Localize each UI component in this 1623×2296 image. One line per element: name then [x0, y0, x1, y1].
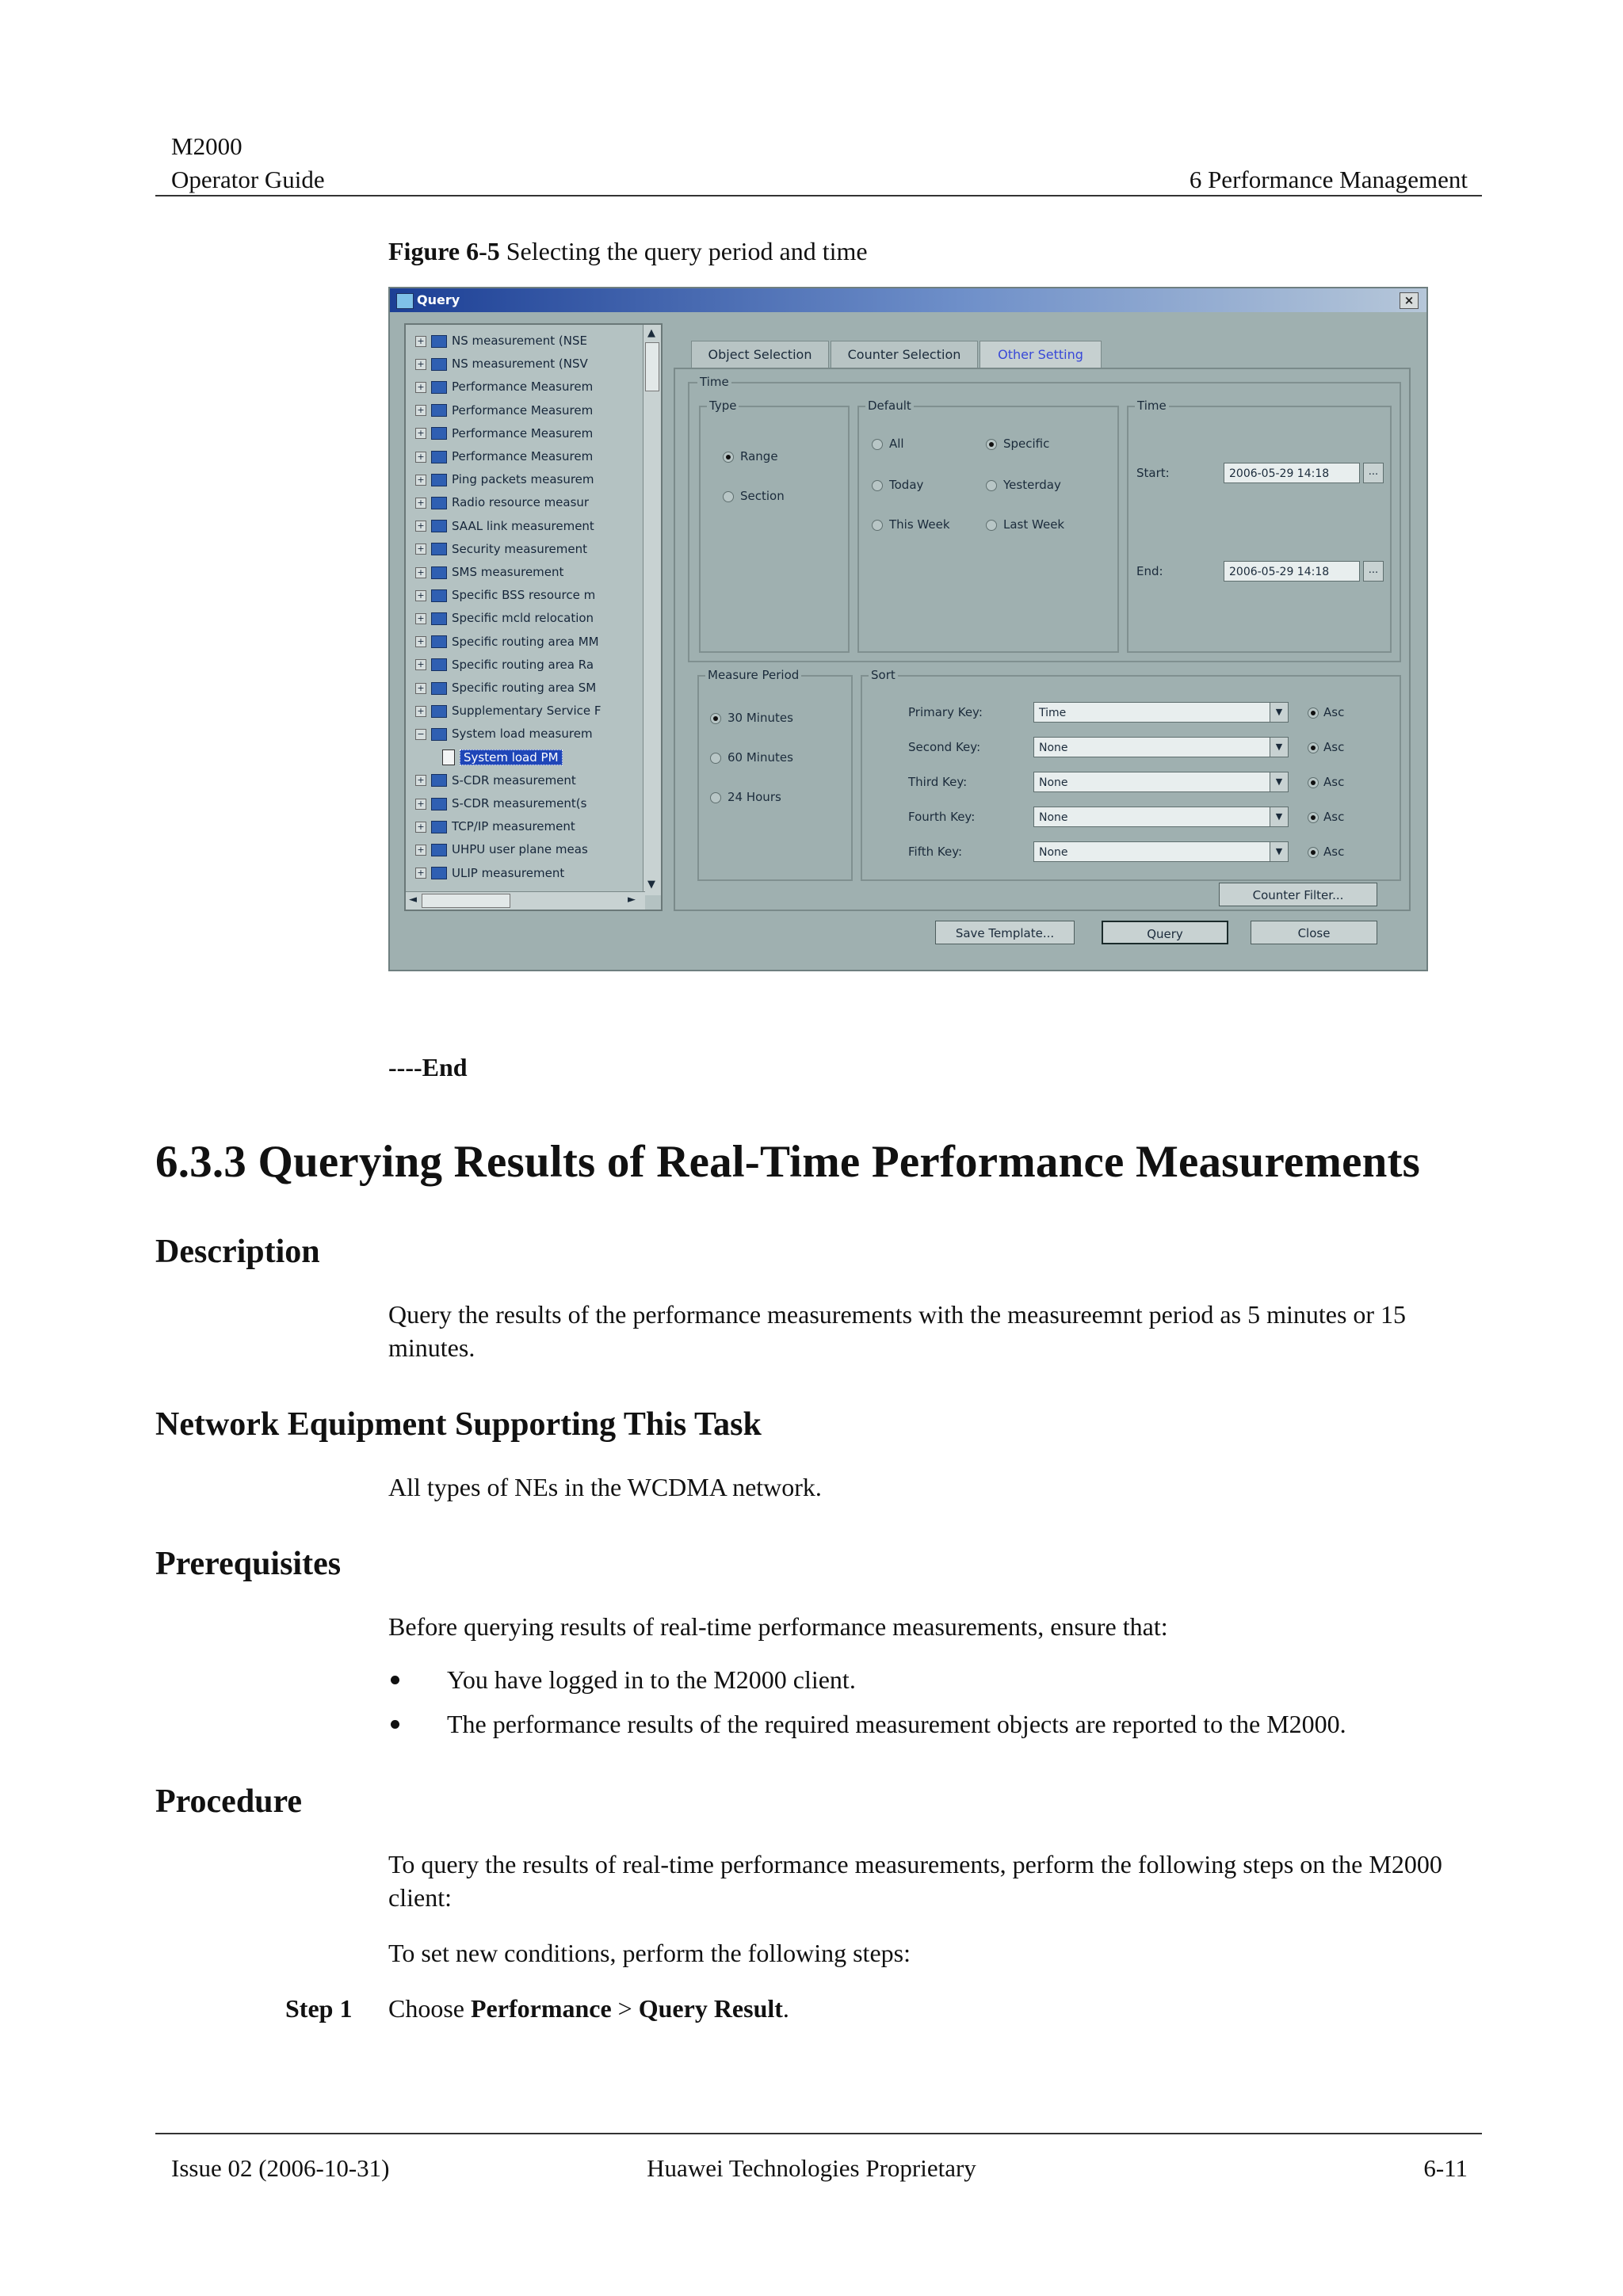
tree-item[interactable]	[415, 422, 593, 444]
today-radio[interactable]	[872, 480, 883, 491]
tree-item[interactable]	[415, 376, 593, 398]
menu-performance: Performance	[471, 1994, 612, 2023]
time-range-group	[1127, 399, 1392, 653]
tree-item-label: System load measurem	[452, 727, 593, 742]
tree-item-label: Performance Measurem	[452, 425, 594, 441]
sort-key-value: None	[1039, 742, 1068, 754]
sort-key-dropdown[interactable]	[1033, 772, 1289, 792]
scroll-up-icon[interactable]: ▲	[647, 327, 655, 339]
expand-icon[interactable]: +	[415, 498, 426, 509]
tree-item-label: Specific routing area MM	[452, 634, 599, 649]
all-radio[interactable]	[872, 439, 883, 450]
section-radio[interactable]	[723, 491, 734, 502]
footer-proprietary: Huawei Technologies Proprietary	[647, 2154, 976, 2182]
folder-icon	[431, 844, 447, 856]
measure-period-group	[697, 668, 853, 881]
tree-item[interactable]	[442, 746, 563, 769]
tree-item-label: NS measurement (NSV	[452, 357, 588, 372]
folder-icon	[431, 474, 447, 486]
step-end: .	[782, 1994, 789, 2023]
asc-radio[interactable]	[1308, 742, 1319, 753]
period-24h-radio[interactable]	[710, 792, 721, 803]
tree-vertical-scrollbar[interactable]	[643, 325, 661, 895]
folder-icon	[431, 705, 447, 718]
expand-icon[interactable]: +	[415, 613, 426, 624]
end-time-picker-button[interactable]: ...	[1363, 561, 1384, 582]
tree-item[interactable]	[415, 515, 594, 537]
folder-icon	[431, 589, 447, 602]
expand-icon[interactable]: +	[415, 475, 426, 486]
figure-caption	[388, 235, 868, 268]
prerequisite-item: You have logged in to the M2000 client.	[447, 1665, 856, 1694]
folder-icon	[431, 427, 447, 440]
default-group	[857, 399, 1119, 653]
period-30-radio[interactable]	[710, 713, 721, 724]
prerequisites-intro: Before querying results of real-time performance measurements, ensure that:	[388, 1612, 1168, 1641]
tree-item-label: TCP/IP measurement	[452, 819, 575, 834]
expand-icon[interactable]: +	[415, 405, 426, 416]
footer-page-number: 6-11	[1423, 2154, 1468, 2182]
asc-radio[interactable]	[1308, 707, 1319, 719]
tree-item-label: Specific routing area Ra	[452, 657, 594, 672]
folder-icon	[431, 497, 447, 509]
type-group-label: Type	[707, 399, 739, 413]
tree-item[interactable]	[415, 862, 564, 884]
expand-icon[interactable]: +	[415, 359, 426, 370]
tree-item-label: SMS measurement	[452, 565, 564, 579]
bullet-icon	[391, 1720, 399, 1729]
end-label: End:	[1136, 564, 1163, 578]
folder-icon	[431, 728, 447, 741]
tree-item[interactable]	[415, 353, 588, 375]
dialog-titlebar	[390, 288, 1426, 312]
scroll-right-icon[interactable]: ►	[628, 894, 636, 906]
tree-item-label: SAAL link measurement	[452, 518, 594, 533]
expand-icon[interactable]: +	[415, 382, 426, 393]
expand-icon[interactable]: +	[415, 845, 426, 856]
sort-key-dropdown[interactable]	[1033, 737, 1289, 757]
start-time-field[interactable]: 2006-05-29 14:18	[1224, 463, 1360, 483]
asc-radio[interactable]	[1308, 812, 1319, 823]
prerequisite-item: The performance results of the required measurement objects are reported to the M2000.	[447, 1710, 1346, 1738]
expand-icon[interactable]: +	[415, 799, 426, 810]
tree-item-label: Specific mcld relocation	[452, 611, 594, 626]
folder-icon	[431, 451, 447, 463]
collapse-icon[interactable]: −	[415, 729, 426, 740]
chevron-down-icon[interactable]: ▼	[1270, 738, 1288, 757]
tree-item[interactable]	[415, 468, 594, 490]
tree-item[interactable]	[415, 330, 587, 352]
header-product: M2000	[171, 132, 242, 160]
expand-icon[interactable]: +	[415, 567, 426, 578]
time-group-label: Time	[697, 375, 731, 389]
tree-item-label: UHPU user plane meas	[452, 842, 588, 857]
tree-item-label: Specific BSS resource m	[452, 588, 596, 603]
folder-icon	[431, 798, 447, 810]
period-60-radio[interactable]	[710, 753, 721, 764]
sort-key-value: None	[1039, 846, 1068, 859]
tree-item-label: Ping packets measurem	[452, 472, 594, 487]
folder-icon	[431, 658, 447, 671]
expand-icon[interactable]: +	[415, 659, 426, 670]
tree-item-label: System load PM	[460, 749, 563, 765]
last-week-radio[interactable]	[986, 520, 997, 531]
tab-other-setting[interactable]: Other Setting	[980, 341, 1102, 368]
asc-radio[interactable]	[1308, 847, 1319, 858]
tree-item-label: Supplementary Service F	[452, 704, 601, 719]
expand-icon[interactable]: +	[415, 590, 426, 601]
tree-item[interactable]	[415, 491, 589, 513]
tree-item[interactable]	[415, 561, 563, 583]
prerequisites-heading: Prerequisites	[155, 1546, 342, 1582]
document-icon	[442, 749, 455, 765]
asc-label: Asc	[1323, 705, 1345, 719]
folder-icon	[431, 612, 447, 625]
tree-horizontal-scrollbar[interactable]	[406, 891, 645, 910]
folder-icon	[431, 682, 447, 695]
dialog-close-button[interactable]: Close	[1251, 921, 1377, 944]
sort-key-label: Fourth Key:	[908, 810, 976, 824]
asc-label: Asc	[1323, 775, 1345, 789]
expand-icon[interactable]: +	[415, 706, 426, 717]
type-group	[699, 399, 850, 653]
section-label: Section	[740, 489, 785, 503]
tree-item[interactable]	[415, 769, 576, 791]
tree-item[interactable]	[415, 677, 596, 699]
period-60-label: 60 Minutes	[727, 750, 793, 765]
menu-separator: >	[617, 1994, 632, 2023]
tree-item[interactable]	[415, 700, 601, 722]
yesterday-radio[interactable]	[986, 480, 997, 491]
query-dialog	[388, 287, 1428, 971]
expand-icon[interactable]: +	[415, 452, 426, 463]
sort-key-dropdown[interactable]	[1033, 841, 1289, 862]
tree-item[interactable]	[415, 631, 599, 653]
bullet-icon	[391, 1676, 399, 1684]
expand-icon[interactable]: +	[415, 636, 426, 647]
period-30-label: 30 Minutes	[727, 711, 793, 725]
folder-icon	[431, 543, 447, 555]
menu-query-result: Query Result	[638, 1994, 783, 2023]
sort-key-label: Second Key:	[908, 740, 981, 754]
all-label: All	[889, 437, 904, 451]
end-time-field[interactable]: 2006-05-29 14:18	[1224, 561, 1360, 582]
footer-issue: Issue 02 (2006-10-31)	[171, 2154, 390, 2182]
other-setting-panel	[674, 368, 1411, 911]
range-radio[interactable]	[723, 452, 734, 463]
folder-icon	[431, 381, 447, 394]
counter-filter-button[interactable]: Counter Filter...	[1219, 883, 1377, 906]
tree-item-label: ULIP measurement	[452, 865, 565, 880]
period-24h-label: 24 Hours	[727, 790, 781, 804]
sort-key-label: Primary Key:	[908, 705, 983, 719]
expand-icon[interactable]: +	[415, 775, 426, 786]
scroll-down-icon[interactable]: ▼	[647, 879, 655, 891]
procedure-sub: To set new conditions, perform the following steps:	[388, 1939, 911, 1967]
tree-item[interactable]	[415, 445, 593, 467]
this-week-label: This Week	[889, 517, 950, 532]
folder-icon	[431, 867, 447, 879]
sort-key-value: None	[1039, 811, 1068, 824]
yesterday-label: Yesterday	[1003, 478, 1061, 492]
folder-icon	[431, 404, 447, 417]
tree-item-label: S-CDR measurement	[452, 772, 576, 788]
expand-icon[interactable]: +	[415, 336, 426, 347]
tree-item[interactable]	[415, 607, 594, 629]
scroll-thumb[interactable]	[645, 342, 659, 391]
asc-label: Asc	[1323, 740, 1345, 754]
chevron-down-icon[interactable]: ▼	[1270, 842, 1288, 861]
time-group	[688, 375, 1401, 662]
tree-item-label: Performance Measurem	[452, 402, 594, 418]
chevron-down-icon[interactable]: ▼	[1270, 772, 1288, 791]
hscroll-thumb[interactable]	[422, 894, 510, 908]
specific-label: Specific	[1003, 437, 1050, 451]
tree-item[interactable]	[415, 399, 593, 421]
measure-period-label: Measure Period	[705, 668, 801, 682]
sort-key-label: Fifth Key:	[908, 845, 963, 859]
default-group-label: Default	[865, 399, 914, 413]
footer-rule	[155, 2133, 1482, 2134]
asc-radio[interactable]	[1308, 777, 1319, 788]
tree-item[interactable]	[415, 815, 575, 837]
procedure-intro: To query the results of real-time performance measurements, perform the following steps on the M2000 client:	[388, 1850, 1442, 1912]
network-text: All types of NEs in the WCDMA network.	[388, 1473, 822, 1501]
tree-item[interactable]	[415, 654, 594, 676]
tree-item-label: NS measurement (NSE	[452, 334, 587, 348]
folder-icon	[431, 821, 447, 833]
description-text: Query the results of the performance measurements with the measureemnt period as 5 minutes or 15 minutes.	[388, 1300, 1407, 1362]
tree-item[interactable]	[415, 584, 595, 606]
figure-label: Figure 6-5	[388, 237, 500, 265]
folder-icon	[431, 358, 447, 371]
sort-key-value: None	[1039, 776, 1068, 789]
this-week-radio[interactable]	[872, 520, 883, 531]
header-rule	[155, 195, 1482, 196]
query-button[interactable]: Query	[1102, 921, 1228, 944]
range-label: Range	[740, 449, 778, 463]
chevron-down-icon[interactable]: ▼	[1270, 807, 1288, 826]
section-title: 6.3.3 Querying Results of Real-Time Performance Measurements	[155, 1137, 1421, 1187]
description-heading: Description	[155, 1234, 320, 1270]
today-label: Today	[889, 478, 924, 492]
last-week-label: Last Week	[1003, 517, 1065, 532]
start-time-picker-button[interactable]: ...	[1363, 463, 1384, 483]
tree-item-label: Performance Measurem	[452, 379, 594, 395]
tree-item[interactable]	[415, 723, 593, 745]
folder-icon	[431, 635, 447, 648]
expand-icon[interactable]: +	[415, 428, 426, 439]
expand-icon[interactable]: +	[415, 521, 426, 532]
sort-key-dropdown[interactable]	[1033, 702, 1289, 723]
tree-item-label: Security measurement	[452, 541, 588, 556]
header-chapter: 6 Performance Management	[1189, 166, 1468, 193]
sort-group-label: Sort	[869, 668, 898, 682]
chevron-down-icon[interactable]: ▼	[1270, 703, 1288, 722]
sort-key-value: Time	[1039, 707, 1067, 719]
time-range-label: Time	[1135, 399, 1169, 413]
dialog-title: Query	[417, 292, 460, 307]
folder-icon	[431, 520, 447, 532]
tab-object-selection[interactable]: Object Selection	[691, 341, 829, 368]
tree-item[interactable]	[415, 792, 586, 814]
tree-item-label: S-CDR measurement(s	[452, 796, 587, 810]
start-label: Start:	[1136, 466, 1170, 480]
scroll-left-icon[interactable]: ◄	[409, 894, 417, 906]
tree-item-label: Specific routing area SM	[452, 681, 597, 695]
sort-group	[861, 668, 1401, 881]
folder-icon	[431, 774, 447, 787]
folder-icon	[431, 566, 447, 579]
specific-radio[interactable]	[986, 439, 997, 450]
expand-icon[interactable]: +	[415, 683, 426, 694]
expand-icon[interactable]: +	[415, 543, 426, 555]
sort-key-dropdown[interactable]	[1033, 807, 1289, 827]
step-choose: Choose	[388, 1994, 464, 2023]
save-template-button[interactable]: Save Template...	[935, 921, 1075, 944]
sort-key-label: Third Key:	[908, 775, 968, 789]
step-label: Step 1	[285, 1994, 353, 2023]
tree-item-label: Performance Measurem	[452, 449, 594, 463]
tree-item[interactable]	[415, 838, 588, 860]
tree-item-label: Radio resource measur	[452, 495, 590, 510]
figure-caption-text: Selecting the query period and time	[506, 237, 868, 265]
measurement-tree	[404, 323, 663, 911]
expand-icon[interactable]: +	[415, 868, 426, 879]
procedure-heading: Procedure	[155, 1783, 303, 1820]
asc-label: Asc	[1323, 810, 1345, 824]
header-doc-title: Operator Guide	[171, 166, 325, 193]
tab-counter-selection[interactable]: Counter Selection	[831, 341, 978, 368]
network-heading: Network Equipment Supporting This Task	[155, 1406, 762, 1443]
close-icon[interactable]: ×	[1400, 292, 1419, 309]
tree-item[interactable]	[415, 538, 587, 560]
end-marker: ----End	[388, 1053, 468, 1081]
expand-icon[interactable]: +	[415, 822, 426, 833]
folder-icon	[431, 335, 447, 348]
step-1-text	[388, 1992, 789, 2025]
asc-label: Asc	[1323, 845, 1345, 859]
app-icon	[396, 293, 414, 309]
